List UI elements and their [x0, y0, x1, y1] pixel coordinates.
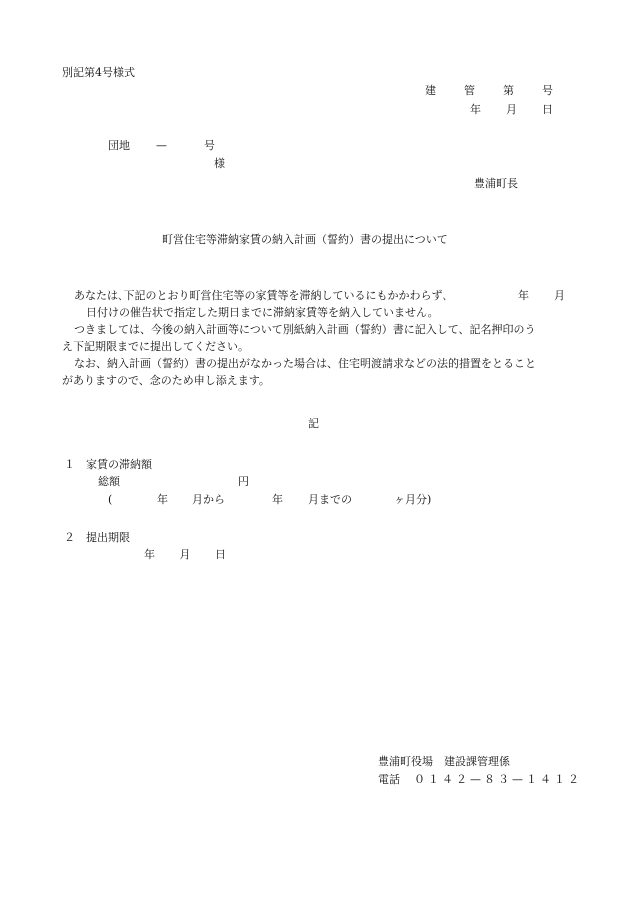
sender: 豊浦町長 [474, 177, 518, 190]
doc-date-char: 日 [542, 103, 553, 116]
form-number: 別記第4号様式 [62, 66, 135, 79]
document-title: 町営住宅等滞納家賃の納入計画（誓約）書の提出について [162, 233, 448, 246]
contact-phone-label: 電話 [378, 773, 400, 786]
body-p3-line2: がありますので、念のため申し添えます。 [62, 374, 270, 387]
body-p2-line1: つきましては、今後の納入計画等について別紙納入計画（誓約）書に記入して、記名押印のう [74, 323, 536, 336]
body-p1-line1: あなたは､下記のとおり町営住宅等の家賃等を滞納しているにもかかわらず､ [74, 289, 448, 302]
body-p1-month: 月 [554, 289, 565, 302]
doc-number-char: 号 [542, 84, 553, 97]
document-date-line [470, 104, 553, 115]
item2-date-char: 年 [144, 548, 155, 561]
body-p1-line2: 日付けの催告状で指定した期日までに滞納家賃等を納入していません。 [86, 306, 439, 319]
addressee-dash: — [156, 139, 167, 152]
item1-period-year1: 年 [157, 493, 168, 506]
item1-total-label: 総額 [98, 475, 120, 488]
item2-date-char: 月 [179, 548, 191, 561]
item2-date-char: 日 [215, 548, 226, 561]
item1-period-months: ヶ月分) [394, 493, 432, 506]
item1-period-year2: 年 [272, 493, 283, 506]
item2-heading: ２ 提出期限 [64, 531, 130, 544]
body-p3-line1: なお、納入計画（誓約）書の提出がなかった場合は、住宅明渡請求などの法的措置をとること [74, 357, 536, 370]
doc-number-char: 管 [464, 84, 475, 97]
ki-heading: 記 [308, 417, 319, 430]
document-number-line [425, 85, 553, 96]
addressee-go: 号 [204, 139, 215, 152]
item1-period-open: ( [108, 493, 113, 506]
contact-phone: ０１４２—８３—１４１２ [414, 773, 582, 786]
body-p1-year: 年 [518, 289, 529, 302]
body-p2-line2: え下記期限までに提出してください。 [62, 340, 249, 353]
item2-date-line [144, 549, 226, 560]
contact-office: 豊浦町役場 建設課管理係 [378, 755, 510, 768]
addressee-danchi: 団地 [108, 139, 130, 152]
doc-date-char: 月 [506, 103, 517, 116]
doc-number-char: 第 [503, 84, 514, 97]
doc-date-char: 年 [470, 103, 481, 116]
item1-period-until: 月までの [308, 493, 352, 506]
item1-yen: 円 [238, 475, 249, 488]
addressee-sama: 様 [214, 157, 225, 170]
item1-heading: １ 家賃の滞納額 [64, 458, 152, 471]
doc-number-char: 建 [425, 84, 436, 97]
item1-period-from: 月から [192, 493, 225, 506]
